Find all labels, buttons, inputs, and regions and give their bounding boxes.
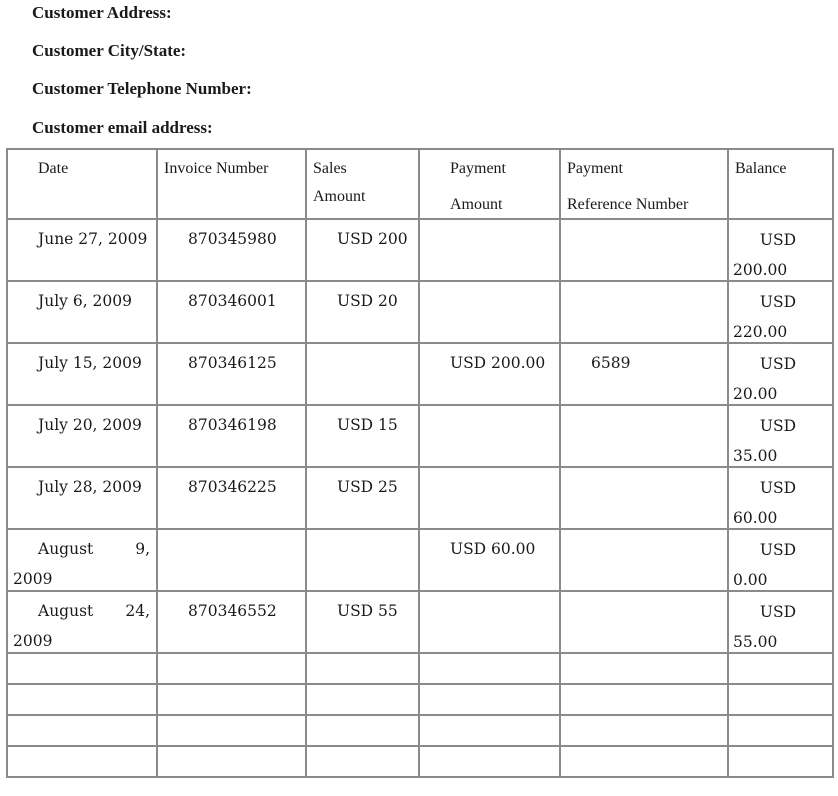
empty-table-row [7,653,833,684]
balance-amount: 200.00 [733,261,788,279]
cell-payment-amount [419,591,560,653]
table-row [7,281,833,343]
cell-payment-amount [419,219,560,281]
balance-currency: USD [759,541,796,559]
cell-sales-amount: USD 55 [306,591,419,653]
cell-balance [728,529,833,591]
customer-city-state-label: Customer City/State: [32,41,187,60]
empty-cell [419,715,560,746]
balance-amount: 60.00 [733,509,778,527]
balance-currency: USD [759,603,796,621]
cell-payment-reference [560,281,728,343]
balance-amount: 0.00 [733,571,768,589]
cell-invoice-number [157,529,306,591]
header-sales-amount: Sales Amount [306,149,419,219]
cell-date: July 20, 2009 [7,405,157,467]
empty-table-row [7,684,833,715]
cell-sales-amount [306,529,419,591]
empty-cell [306,715,419,746]
date-month: August [38,602,94,620]
cell-date [7,529,157,591]
empty-cell [7,746,157,777]
date-year: 2009 [13,632,53,650]
empty-cell [728,653,833,684]
balance-amount: 20.00 [733,385,778,403]
cell-date [7,591,157,653]
balance-currency: USD [759,417,796,435]
cell-sales-amount: USD 25 [306,467,419,529]
cell-invoice-number: 870346225 [157,467,306,529]
empty-cell [728,746,833,777]
cell-payment-amount: USD 60.00 [419,529,560,591]
balance-currency: USD [759,293,796,311]
date-month: August [38,540,94,558]
empty-cell [728,684,833,715]
cell-payment-reference [560,591,728,653]
balance-amount: 55.00 [733,633,778,651]
empty-cell [7,653,157,684]
cell-balance [728,467,833,529]
balance-currency: USD [759,479,796,497]
cell-date: June 27, 2009 [7,219,157,281]
empty-cell [419,746,560,777]
balance-currency: USD [759,231,796,249]
empty-cell [560,653,728,684]
cell-invoice-number: 870345980 [157,219,306,281]
empty-cell [157,746,306,777]
cell-balance [728,591,833,653]
cell-sales-amount: USD 200 [306,219,419,281]
cell-payment-reference [560,219,728,281]
balance-amount: 220.00 [733,323,788,341]
cell-payment-reference: 6589 [560,343,728,405]
customer-email-label: Customer email address: [32,118,213,137]
cell-sales-amount [306,343,419,405]
empty-table-row [7,746,833,777]
cell-date: July 15, 2009 [7,343,157,405]
empty-table-row [7,715,833,746]
date-day: 24, [125,602,150,620]
empty-cell [560,715,728,746]
empty-cell [306,746,419,777]
table-header-row [7,149,833,219]
table-row [7,405,833,467]
table-row [7,467,833,529]
empty-cell [157,715,306,746]
empty-cell [157,653,306,684]
cell-invoice-number: 870346198 [157,405,306,467]
cell-payment-amount [419,467,560,529]
empty-cell [560,746,728,777]
cell-balance [728,219,833,281]
header-balance: Balance [728,149,833,219]
empty-cell [157,684,306,715]
date-year: 2009 [13,570,53,588]
empty-cell [560,684,728,715]
cell-payment-reference [560,467,728,529]
cell-date: July 28, 2009 [7,467,157,529]
empty-cell [419,684,560,715]
cell-sales-amount: USD 20 [306,281,419,343]
table-row [7,529,833,591]
header-payment-reference: Payment Reference Number [560,149,728,219]
cell-payment-amount: USD 200.00 [419,343,560,405]
customer-telephone-label: Customer Telephone Number: [32,79,252,98]
cell-balance [728,281,833,343]
empty-cell [306,653,419,684]
cell-sales-amount: USD 15 [306,405,419,467]
header-date: Date [7,149,157,219]
table-row [7,219,833,281]
statement-table [6,148,834,778]
cell-invoice-number: 870346001 [157,281,306,343]
cell-payment-amount [419,405,560,467]
balance-currency: USD [759,355,796,373]
empty-cell [7,715,157,746]
cell-balance [728,343,833,405]
date-day: 9, [135,540,150,558]
cell-payment-reference [560,529,728,591]
header-invoice-number: Invoice Number [157,149,306,219]
table-row [7,343,833,405]
table-row [7,591,833,653]
cell-payment-reference [560,405,728,467]
empty-cell [419,653,560,684]
customer-address-label: Customer Address: [32,3,172,22]
cell-payment-amount [419,281,560,343]
cell-invoice-number: 870346125 [157,343,306,405]
cell-balance [728,405,833,467]
header-payment-amount: Payment Amount [419,149,560,219]
balance-amount: 35.00 [733,447,778,465]
empty-cell [306,684,419,715]
empty-cell [7,684,157,715]
cell-date: July 6, 2009 [7,281,157,343]
empty-cell [728,715,833,746]
cell-invoice-number: 870346552 [157,591,306,653]
